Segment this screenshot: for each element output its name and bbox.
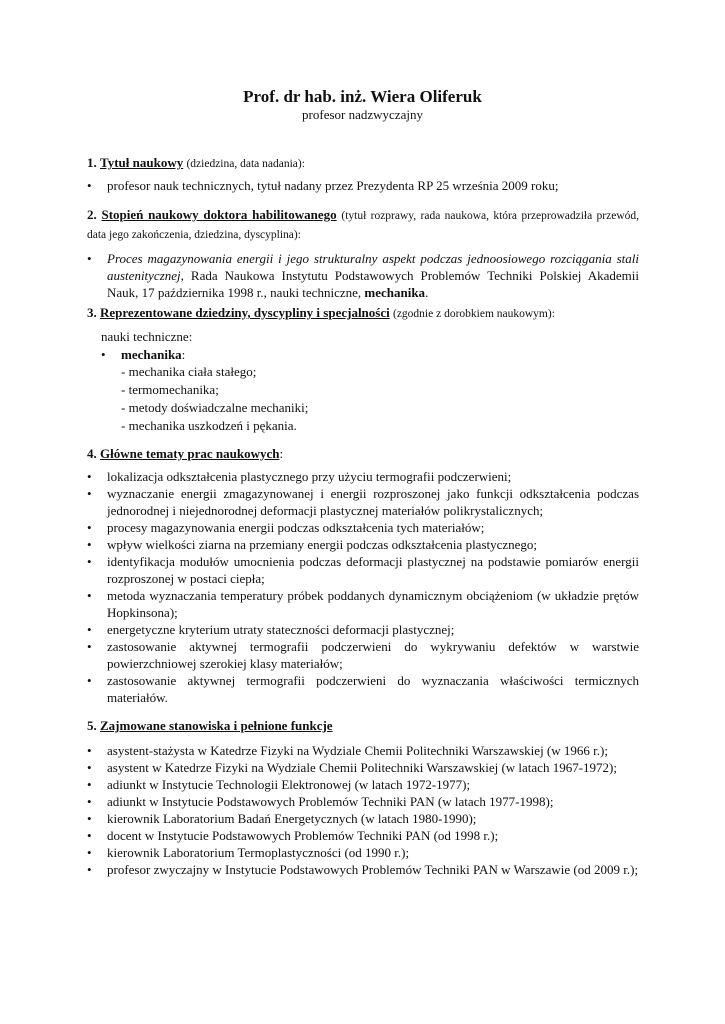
bullet-icon: •	[87, 588, 92, 603]
list-item: • docent w Instytucie Podstawowych Problemów Techniki PAN (od 1998 r.);	[87, 828, 499, 843]
list-item: • metoda wyznaczania temperatury próbek poddanych dynamicznym obciążeniom (w układzie prętów Hopkinsona);	[87, 588, 639, 620]
bullet-icon: •	[87, 862, 92, 877]
section-title: Zajmowane stanowiska i pełnione funkcje	[100, 718, 333, 733]
list-item: • procesy magazynowania energii podczas odkształcenia tych materiałów;	[87, 520, 485, 535]
specialty-item: - mechanika ciała stałego;	[121, 364, 257, 379]
section-title: Tytuł naukowy	[100, 155, 184, 170]
bullet-icon: •	[101, 347, 106, 362]
section-habilitation	[87, 206, 639, 301]
section-heading	[87, 154, 639, 173]
list-item: • zastosowanie aktywnej termografii podczerwieni do wykrywaniu defektów w warstwie powierzchniowej szerokiej klasy materiałów;	[87, 639, 639, 671]
section-note: (dziedzina, data nadania):	[186, 158, 305, 170]
bullet-icon: •	[87, 469, 92, 484]
bullet-icon: •	[87, 777, 92, 792]
list-item: • profesor nauk technicznych, tytuł nadany przez Prezydenta RP 25 września 2009 roku;	[87, 178, 559, 193]
field-label: nauki techniczne:	[101, 329, 193, 344]
bullet-icon: •	[87, 554, 92, 569]
list-item: • energetyczne kryterium utraty stateczności deformacji plastycznej;	[87, 622, 455, 637]
list-item: • adiunkt w Instytucie Podstawowych Problemów Techniki PAN (w latach 1977-1998);	[87, 794, 554, 809]
bullet-list	[87, 742, 639, 878]
list-item: • asystent-stażysta w Katedrze Fizyki na Wydziale Chemii Politechniki Warszawskiej (w 1966 r.);	[87, 743, 608, 758]
list-item: • adiunkt w Instytucie Technologii Elektronowej (w latach 1972-1977);	[87, 777, 471, 792]
bullet-icon: •	[87, 537, 92, 552]
list-item: • lokalizacja odkształcenia plastycznego przy użyciu termografii podczerwieni;	[87, 469, 512, 484]
bullet-icon: •	[87, 845, 92, 860]
section-number: 3.	[87, 305, 97, 320]
bullet-icon: •	[87, 486, 92, 501]
section-number: 5.	[87, 718, 97, 733]
bullet-icon: •	[87, 639, 92, 654]
bullet-icon: •	[87, 622, 92, 637]
bullet-icon: •	[87, 251, 92, 266]
list-item: • profesor zwyczajny w Instytucie Podstawowych Problemów Techniki PAN w Warszawie (od 2009 r.);	[87, 862, 639, 877]
list-item: • mechanika:	[101, 347, 186, 362]
section-note: (zgodnie z dorobkiem naukowym):	[392, 308, 555, 320]
list-item: • wpływ wielkości ziarna na przemiany energii podczas odkształcenia plastycznego;	[87, 537, 538, 552]
bullet-icon: •	[87, 520, 92, 535]
section-note: (tytuł rozprawy, rada naukowa, która przeprowadziła przewód, data jego zakończenia, dziedzina, dyscyplina):	[87, 210, 640, 241]
section-disciplines	[87, 304, 639, 435]
specialty-item: - metody doświadczalne mechaniki;	[121, 400, 309, 415]
list-item: • kierownik Laboratorium Badań Energetycznych (w latach 1980-1990);	[87, 811, 477, 826]
list-item: • zastosowanie aktywnej termografii podczerwieni do wyznaczania właściwości termicznych materiałów.	[87, 673, 639, 705]
list-item: • Proces magazynowania energii i jego strukturalny aspekt podczas jednoosiowego rozciągania stali austenitycznej, Rada Naukowa Instytutu Podstawowych Problemów Techniki Polskiej Akademii Nauk, 17 października 1998 r., nauki techniczne, mechanika.	[87, 251, 639, 300]
section-heading	[87, 206, 639, 244]
dissertation-title: Proces magazynowania energii i jego strukturalny aspekt podczas jednoosiowego rozciągania stali austenitycznej	[107, 251, 639, 283]
bullet-list	[87, 346, 639, 363]
section-number: 4.	[87, 446, 97, 461]
specialty-list	[87, 363, 639, 435]
bullet-icon: •	[87, 673, 92, 688]
section-heading: 4. Główne tematy prac naukowych:	[87, 446, 284, 461]
person-name: Prof. dr hab. inż. Wiera Oliferuk	[243, 87, 482, 106]
section-heading	[87, 304, 639, 323]
section-title: Stopień naukowy doktora habilitowanego	[101, 207, 337, 222]
bullet-icon: •	[87, 794, 92, 809]
bullet-list	[87, 177, 639, 194]
person-position: profesor nadzwyczajny	[302, 107, 423, 122]
section-title: Reprezentowane dziedziny, dyscypliny i specjalności	[100, 305, 390, 320]
bullet-icon: •	[87, 760, 92, 775]
section-positions	[87, 717, 639, 878]
section-number: 2.	[87, 207, 97, 222]
list-item: • asystent w Katedrze Fizyki na Wydziale Chemii Politechniki Warszawskiej (w latach 1967-1972);	[87, 760, 617, 775]
list-item: • wyznaczanie energii zmagazynowanej i energii rozproszonej jako funkcji odkształcenia podczas jednorodnej i niejednorodnej deformacji plastycznej materiałów polikrystalicznych;	[87, 486, 639, 518]
bullet-icon: •	[87, 828, 92, 843]
bullet-icon: •	[87, 178, 92, 193]
list-item: • identyfikacja modułów umocnienia podczas deformacji plastycznej na podstawie pomiarów energii rozproszonej w postaci ciepła;	[87, 554, 639, 586]
list-item: • kierownik Laboratorium Termoplastyczności (od 1990 r.);	[87, 845, 410, 860]
section-number: 1.	[87, 155, 97, 170]
section-title: Główne tematy prac naukowych	[100, 446, 280, 461]
bullet-list	[87, 250, 639, 301]
bullet-list	[87, 468, 639, 706]
specialty-item: - mechanika uszkodzeń i pękania.	[121, 418, 297, 433]
section-heading	[87, 717, 639, 734]
section-research-topics	[87, 445, 639, 706]
section-title-degree	[87, 154, 639, 194]
document-header	[0, 87, 725, 123]
bullet-icon: •	[87, 743, 92, 758]
specialty-item: - termomechanika;	[121, 382, 219, 397]
bullet-icon: •	[87, 811, 92, 826]
